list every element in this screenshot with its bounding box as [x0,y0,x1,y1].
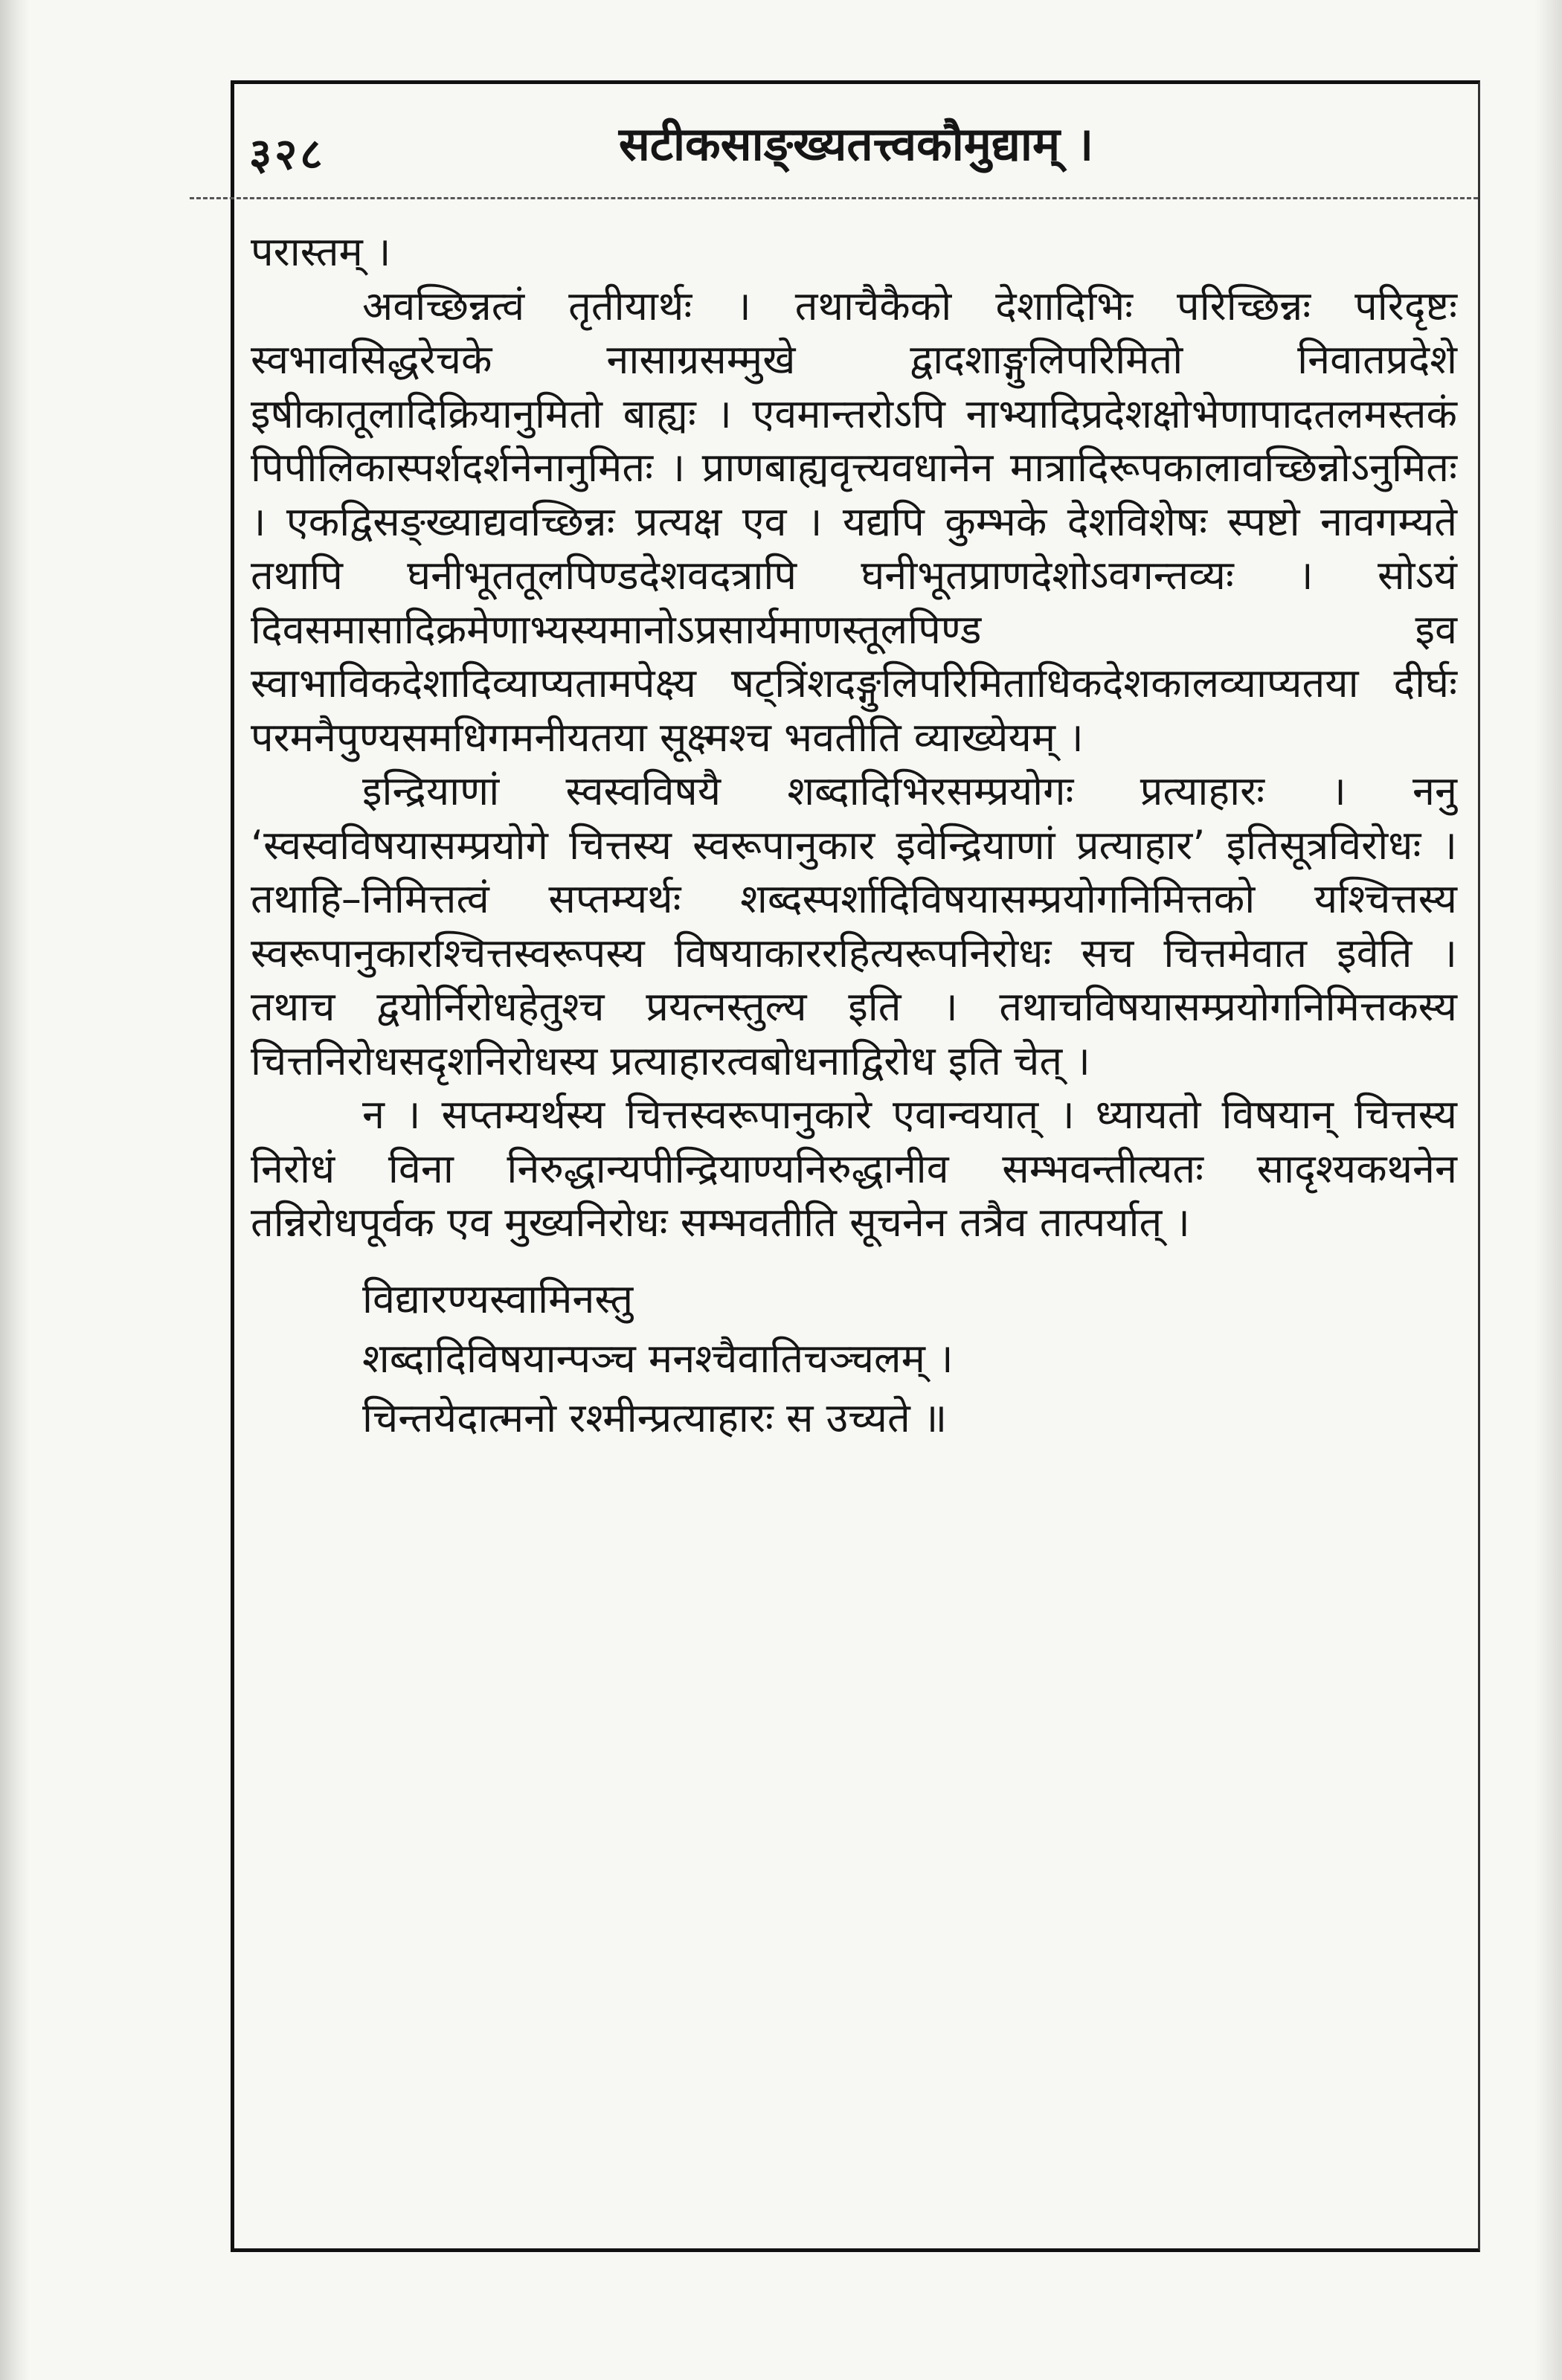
paragraph: अवच्छिन्नत्वं तृतीयार्थः । तथाचैकैको देशादिभिः परिच्छिन्नः परिदृष्टः स्वभावसिद्धरेचके नासाग्रसम्मुखे द्वादशाङ्गुलिपरिमितो निवातप्रदेशे इषीकातूलादिक्रियानुमितो बाह्यः । एवमान्तरोऽपि नाभ्यादिप्रदेशक्षोभेणापादतलमस्तकं पिपीलिकास्पर्शदर्शनेनानुमितः । प्राणबाह्यवृत्त्यवधानेन मात्रादिरूपकालावच्छिन्नोऽनुमितः । एकद्विसङ्ख्याद्यवच्छिन्नः प्रत्यक्ष एव । यद्यपि कुम्भके देशविशेषः स्पष्टो नावगम्यते तथापि घनीभूततूलपिण्डदेशवदत्रापि घनीभूतप्राणदेशोऽवगन्तव्यः । सोऽयं दिवसमासादिक्रमेणाभ्यस्यमानोऽप्रसार्यमाणस्तूलपिण्ड इव स्वाभाविकदेशादिव्याप्यतामपेक्ष्य षट्त्रिंशदङ्गुलिपरिमिताधिकदेशकालव्याप्यतया दीर्घः परमनैपुण्यसमधिगमनीयतया सूक्ष्मश्च भवतीति व्याख्येयम् । [251,282,1457,761]
running-title: सटीकसाङ्ख्यतत्त्वकौमुद्याम् । [618,117,1094,171]
page-frame [231,80,1480,2252]
page-edge [1535,0,1562,2380]
verse-quote [362,1270,1457,1448]
body-text [251,225,1457,1448]
binding-edge [0,0,30,2380]
paragraph: न । सप्तम्यर्थस्य चित्तस्वरूपानुकारे एवान्वयात् । ध्यायतो विषयान् चित्तस्य निरोधं विना निरुद्धान्यपीन्द्रियाण्यनिरुद्धानीव सम्भवन्तीत्यतः सादृश्यकथनेन तन्निरोधपूर्वक एव मुख्यनिरोधः सम्भवतीति सूचनेन तत्रैव तात्पर्यात् । [251,1091,1457,1246]
header-rule [190,197,1478,199]
verse-line: चिन्तयेदात्मनो रश्मीन्प्रत्याहारः स उच्यते ॥ [362,1394,948,1441]
paragraph: परास्तम् । [251,228,391,275]
verse-intro: विद्यारण्यस्वामिनस्तु [362,1275,634,1322]
verse-line: शब्दादिविषयान्पञ्च मनश्चैवातिचञ्चलम् । [362,1334,954,1382]
paragraph: इन्द्रियाणां स्वस्वविषयै शब्दादिभिरसम्प्रयोगः प्रत्याहारः । ननु ‘स्वस्वविषयासम्प्रयोगे चित्तस्य स्वरूपानुकार इवेन्द्रियाणां प्रत्याहार’ इतिसूत्रविरोधः । तथाहि–निमित्तत्वं सप्तम्यर्थः शब्दस्पर्शादिविषयासम्प्रयोगनिमित्तको यश्चित्तस्य स्वरूपानुकारश्चित्तस्वरूपस्य विषयाकाररहित्यरूपनिरोधः सच चित्तमेवात इवेति । तथाच द्वयोर्निरोधहेतुश्च प्रयत्नस्तुल्य इति । तथाचविषयासम्प्रयोगनिमित्तकस्य चित्तनिरोधसदृशनिरोधस्य प्रत्याहारत्वबोधनाद्विरोध इति चेत् । [251,768,1457,1084]
page-header [234,84,1478,196]
page-number: ३२८ [249,129,326,179]
